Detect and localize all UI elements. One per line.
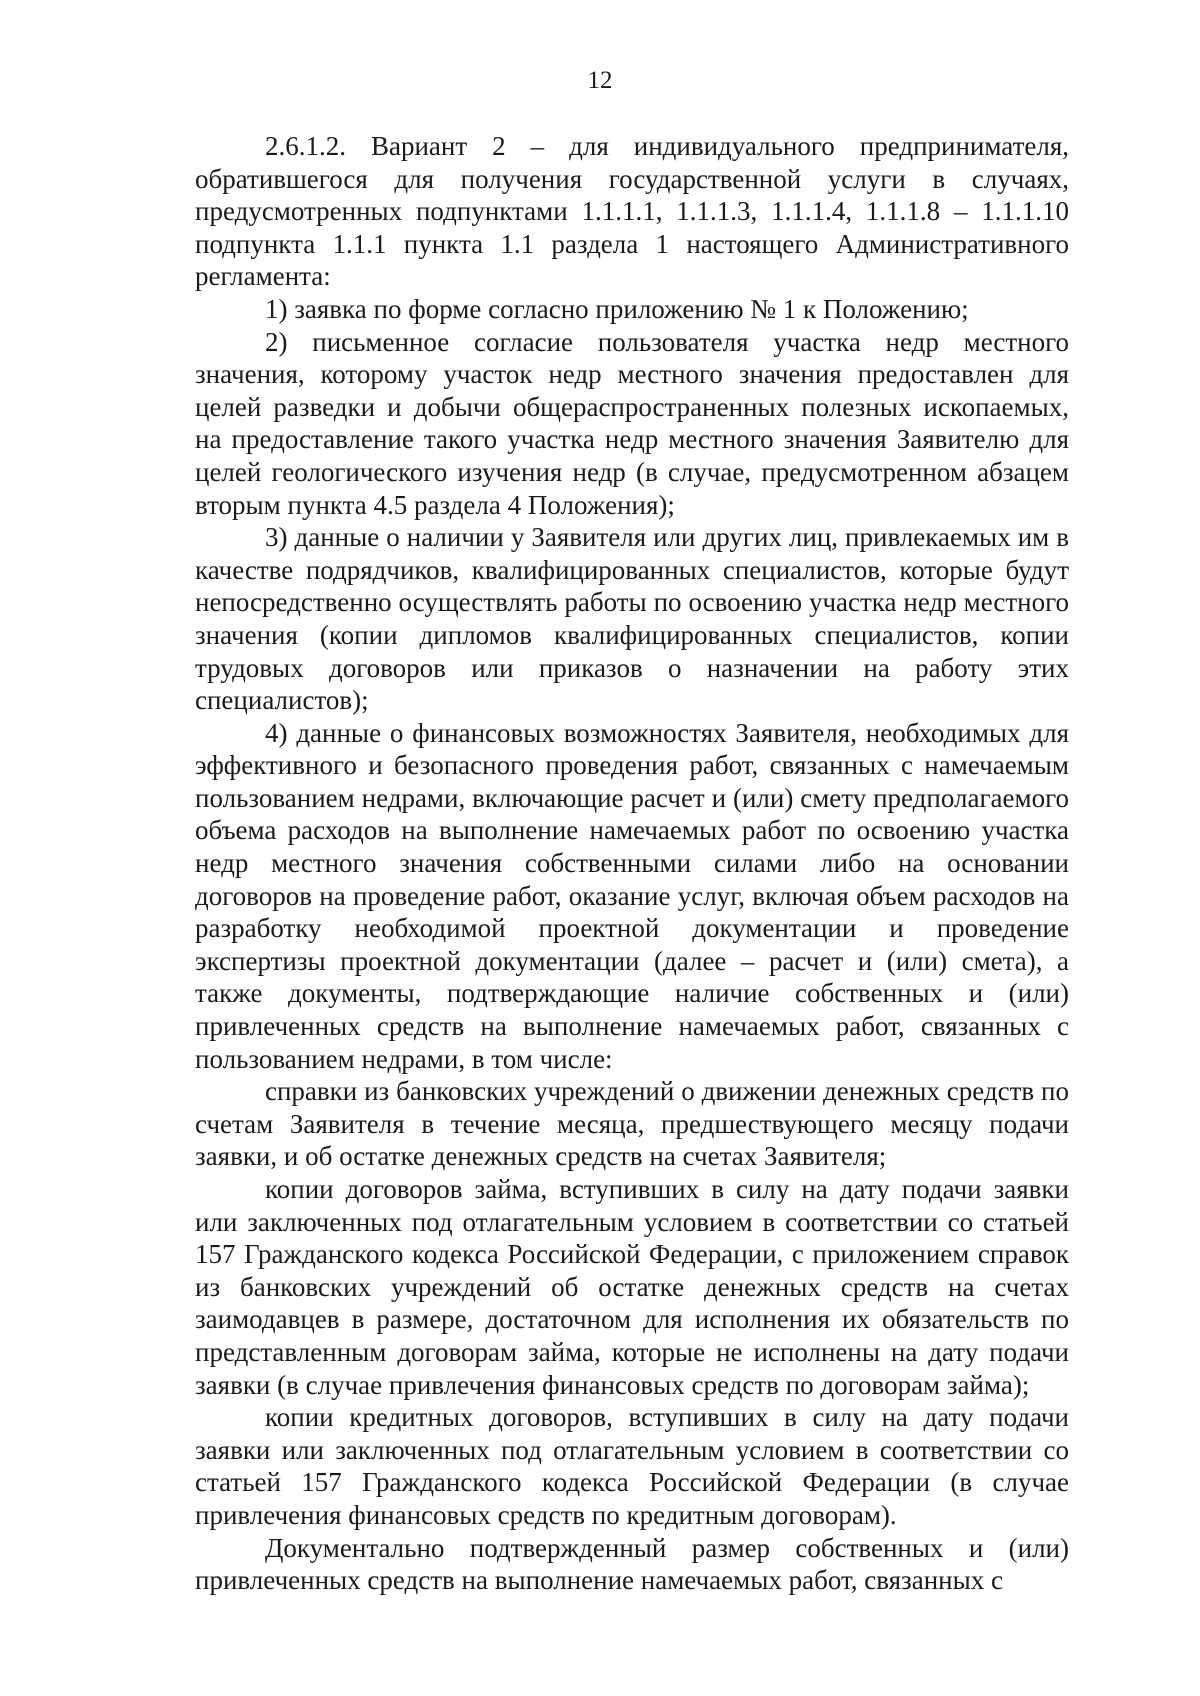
paragraph-credit-agreements: копии кредитных договоров, вступивших в силу на дату подачи заявки или заключенных под отлагательным условием в соответствии со статьей 157 Гражданского кодекса Российской Федерации (в случае привлечения финансовых средств по кредитным договорам). [195,1402,1069,1530]
paragraph-variant-2-heading: 2.6.1.2. Вариант 2 – для индивидуального предпринимателя, обратившегося для получения государственной услуги в случаях, предусмотренных подпунктами 1.1.1.1, 1.1.1.3, 1.1.1.4, 1.1.1.8 – 1.1.1.10 подпункта 1.1.1 пункта 1.1 раздела 1 настоящего Административного регламента: [195,131,1069,292]
paragraph-bank-statements: справки из банковских учреждений о движении денежных средств по счетам Заявителя в течение месяца, предшествующего месяцу подачи заявки, и об остатке денежных средств на счетах Заявителя; [195,1076,1069,1172]
paragraph-loan-agreements: копии договоров займа, вступивших в силу на дату подачи заявки или заключенных под отлагательным условием в соответствии со статьей 157 Гражданского кодекса Российской Федерации, с приложением справок из банковских учреждений об остатке денежных средств на счетах заимодавцев в размере, достаточном для исполнения их обязательств по представленным договорам займа, которые не исполнены на дату подачи заявки (в случае привлечения финансовых средств по договорам займа); [195,1174,1069,1400]
paragraph-item-1: 1) заявка по форме согласно приложению № 1 к Положению; [265,293,969,324]
paragraph-documented-funds: Документально подтвержденный размер собственных и (или) привлеченных средств на выполнение намечаемых работ, связанных с [195,1532,1069,1596]
document-body [195,130,1069,1597]
paragraph-item-4: 4) данные о финансовых возможностях Заявителя, необходимых для эффективного и безопасного проведения работ, связанных с намечаемым пользованием недрами, включающие расчет и (или) смету предполагаемого объема расходов на выполнение намечаемых работ по освоению участка недр местного значения собственными силами либо на основании договоров на проведение работ, оказание услуг, включая объем расходов на разработку необходимой проектной документации и проведение экспертизы проектной документации (далее – расчет и (или) смета), а также документы, подтверждающие наличие собственных и (или) привлеченных средств на выполнение намечаемых работ, связанных с пользованием недрами, в том числе: [195,717,1069,1074]
paragraph-item-2: 2) письменное согласие пользователя участка недр местного значения, которому участок недр местного значения предоставлен для целей разведки и добычи общераспространенных полезных ископаемых, на предоставление такого участка недр местного значения Заявителю для целей геологического изучения недр (в случае, предусмотренном абзацем вторым пункта 4.5 раздела 4 Положения); [195,326,1069,520]
paragraph-item-3: 3) данные о наличии у Заявителя или других лиц, привлекаемых им в качестве подрядчиков, квалифицированных специалистов, которые будут непосредственно осуществлять работы по освоению участка недр местного значения (копии дипломов квалифицированных специалистов, копии трудовых договоров или приказов о назначении на работу этих специалистов); [195,522,1069,716]
page-number: 12 [587,67,613,94]
